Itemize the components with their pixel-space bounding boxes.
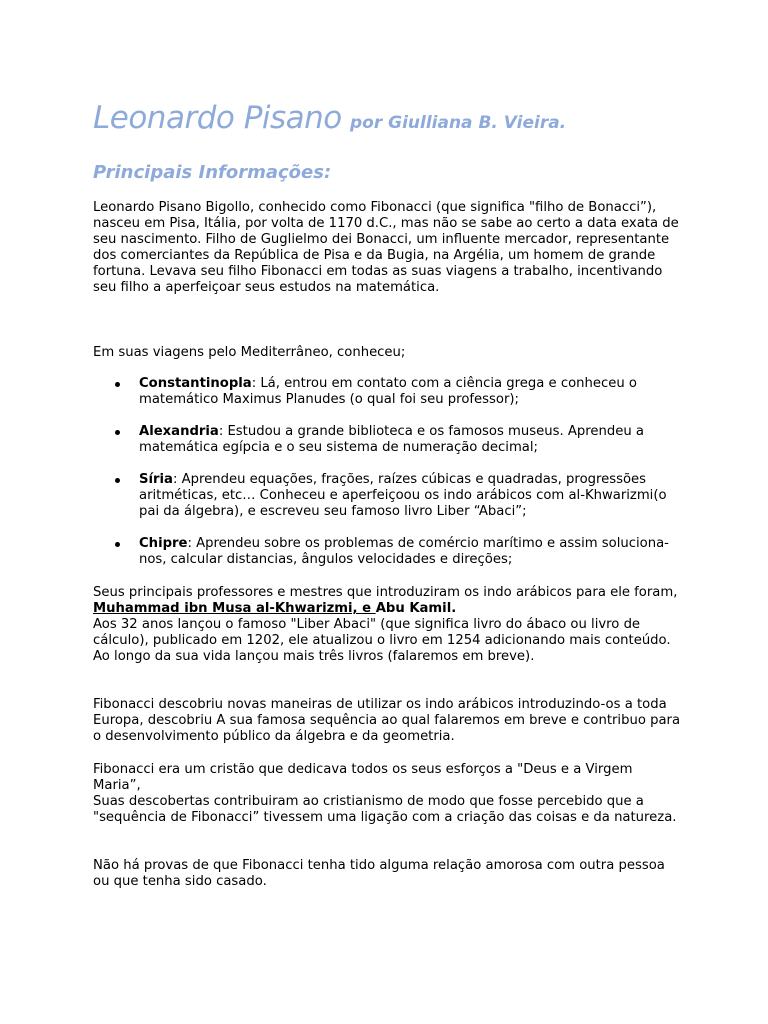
books-paragraph: Ao longo da sua vida lançou mais três livros (falaremos em breve). [93,649,535,664]
faith-paragraph-2: Suas descobertas contribuiram ao cristianismo de modo que fosse percebido que a "sequência de Fibonacci” tivessem uma ligação com a criação das coisas e da natureza. [93,794,677,825]
discoveries-paragraph: Fibonacci descobriu novas maneiras de utilizar os indo arábicos introduzindo-os a toda Europa, descobriu A sua famosa sequência ao qual falaremos em breve e contribuo para o desenvolvimento público da álgebra e da geometria. [93,697,681,744]
personal-paragraph: Não há provas de que Fibonacci tenha tido alguma relação amorosa com outra pessoa ou que tenha sido casado. [93,858,665,889]
list-item-text: : Aprendeu equações, frações, raízes cúbicas e quadradas, progressões aritméticas, etc… Conheceu e aperfeiçoou os indo arábicos com al-Khwarizmi(o pai da álgebra), e escreveu seu famoso livro Liber “Abaci”; [139,472,667,519]
list-item [93,376,683,408]
intro-paragraph: Leonardo Pisano Bigollo, conhecido como Fibonacci (que significa "filho de Bonacci”), nasceu em Pisa, Itália, por volta de 1170 d.C., mas não se sabe ao certo a data exata de seu nascimento. Filho de Guglielmo dei Bonacci, um influente mercador, representante dos comerciantes da República de Pisa e da Bugia, na Argélia, um homem de grande fortuna. Levava seu filho Fibonacci em todas as suas viagens a trabalho, incentivando seu filho a aperfeiçoar seus estudos na matemática. [93,200,679,295]
list-item [93,536,683,568]
teachers-paragraph [93,585,683,617]
list-item-term: Chipre [139,536,188,551]
teachers-section [93,585,683,665]
list-item [93,472,683,520]
document-title-line [93,100,567,136]
list-item-text: : Lá, entrou em contato com a ciência grega e conheceu o matemático Maximus Planudes (o qual foi seu professor); [139,376,637,407]
list-item-text: : Aprendeu sobre os problemas de comércio marítimo e assim soluciona-nos, calcular distancias, ângulos velocidades e direções; [139,536,669,567]
liber-paragraph: Aos 32 anos lançou o famoso "Liber Abaci" (que significa livro do ábaco ou livro de cálculo), publicado em 1202, ele atualizou o livro em 1254 adicionando mais conteúdo. [93,617,671,648]
list-item-term: Constantinopla [139,376,252,391]
teachers-end: . [451,601,457,616]
list-item-term: Síria [139,472,173,487]
teachers-lead: Seus principais professores e mestres que introduziram os indo arábicos para ele foram, [93,585,678,600]
teachers-last: Abu Kamil [375,601,452,616]
section-heading: Principais Informações: [93,162,332,183]
faith-section [93,762,683,826]
document-title: Leonardo Pisano [93,100,342,136]
document-byline: por Giulliana B. Vieira. [349,113,567,133]
list-item-text: : Estudou a grande biblioteca e os famosos museus. Aprendeu a matemática egípcia e o seu sistema de numeração decimal; [139,424,644,455]
teachers-link[interactable]: Muhammad ibn Musa al-Khwarizmi, e [93,601,376,616]
travels-list [93,376,683,584]
list-item [93,424,683,456]
list-item-term: Alexandria [139,424,219,439]
travels-intro-paragraph: Em suas viagens pelo Mediterrâneo, conheceu; [93,345,406,360]
faith-paragraph: Fibonacci era um cristão que dedicava todos os seus esforços a "Deus e a Virgem Maria”, [93,762,633,793]
